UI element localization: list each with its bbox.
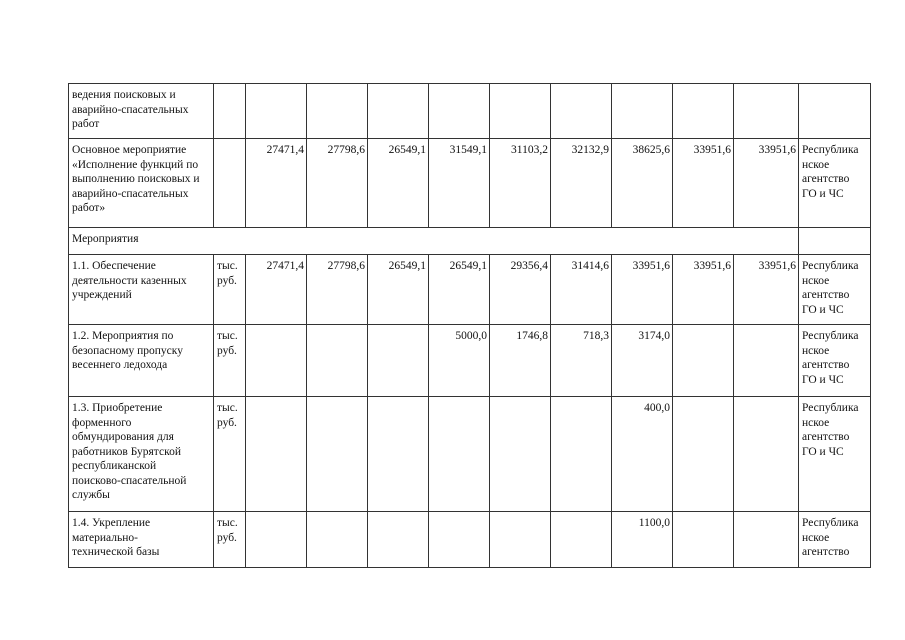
value-cell: 3174,0	[612, 325, 673, 397]
section-executor-cell	[799, 228, 871, 255]
value-cell: 33951,6	[673, 139, 734, 228]
activity-name-cell: 1.3. Приобретение форменного обмундирования для работников Бурятской республиканской поисково-спасательной службы	[69, 397, 214, 512]
unit-cell	[214, 84, 246, 139]
value-cell	[429, 512, 490, 568]
section-row	[69, 228, 871, 255]
executor-cell: Республика нское агентство	[799, 512, 871, 568]
executor-cell: Республика нское агентство ГО и ЧС	[799, 255, 871, 325]
table-row	[69, 325, 871, 397]
value-cell: 33951,6	[734, 139, 799, 228]
table-row	[69, 397, 871, 512]
unit-cell: тыс. руб.	[214, 397, 246, 512]
table-row	[69, 84, 871, 139]
value-cell	[246, 84, 307, 139]
value-cell	[246, 512, 307, 568]
value-cell: 31549,1	[429, 139, 490, 228]
value-cell: 31103,2	[490, 139, 551, 228]
table-row	[69, 255, 871, 325]
value-cell	[551, 397, 612, 512]
value-cell: 31414,6	[551, 255, 612, 325]
value-cell: 1746,8	[490, 325, 551, 397]
value-cell	[246, 325, 307, 397]
activity-name-cell: 1.2. Мероприятия по безопасному пропуску весеннего ледохода	[69, 325, 214, 397]
value-cell: 32132,9	[551, 139, 612, 228]
unit-cell	[214, 139, 246, 228]
value-cell: 38625,6	[612, 139, 673, 228]
executor-cell: Республика нское агентство ГО и ЧС	[799, 397, 871, 512]
value-cell: 27471,4	[246, 139, 307, 228]
value-cell: 33951,6	[612, 255, 673, 325]
table-row	[69, 139, 871, 228]
value-cell: 33951,6	[673, 255, 734, 325]
table-row	[69, 512, 871, 568]
value-cell	[307, 325, 368, 397]
unit-cell: тыс. руб.	[214, 512, 246, 568]
value-cell	[368, 84, 429, 139]
program-table	[68, 83, 871, 568]
activity-name-cell: 1.1. Обеспечение деятельности казенных учреждений	[69, 255, 214, 325]
executor-cell: Республика нское агентство ГО и ЧС	[799, 325, 871, 397]
value-cell: 1100,0	[612, 512, 673, 568]
value-cell	[368, 325, 429, 397]
value-cell: 27471,4	[246, 255, 307, 325]
value-cell	[429, 84, 490, 139]
value-cell: 400,0	[612, 397, 673, 512]
value-cell	[734, 512, 799, 568]
value-cell	[307, 84, 368, 139]
activity-name-cell: ведения поисковых и аварийно-спасательных работ	[69, 84, 214, 139]
value-cell	[734, 325, 799, 397]
value-cell	[551, 84, 612, 139]
value-cell	[673, 512, 734, 568]
activity-name-cell: Основное мероприятие «Исполнение функций по выполнению поисковых и аварийно-спасательных работ»	[69, 139, 214, 228]
value-cell	[246, 397, 307, 512]
value-cell: 26549,1	[368, 139, 429, 228]
section-title: Мероприятия	[69, 228, 799, 255]
value-cell: 27798,6	[307, 255, 368, 325]
executor-cell: Республика нское агентство ГО и ЧС	[799, 139, 871, 228]
value-cell: 27798,6	[307, 139, 368, 228]
value-cell: 5000,0	[429, 325, 490, 397]
value-cell: 33951,6	[734, 255, 799, 325]
value-cell	[307, 512, 368, 568]
value-cell: 29356,4	[490, 255, 551, 325]
value-cell	[368, 397, 429, 512]
value-cell	[429, 397, 490, 512]
value-cell	[673, 84, 734, 139]
value-cell	[490, 84, 551, 139]
unit-cell: тыс. руб.	[214, 325, 246, 397]
value-cell	[734, 397, 799, 512]
value-cell	[307, 397, 368, 512]
value-cell: 26549,1	[429, 255, 490, 325]
value-cell	[673, 397, 734, 512]
value-cell	[673, 325, 734, 397]
activity-name-cell: 1.4. Укрепление материально- технической базы	[69, 512, 214, 568]
value-cell	[490, 512, 551, 568]
value-cell	[734, 84, 799, 139]
value-cell	[551, 512, 612, 568]
value-cell	[368, 512, 429, 568]
unit-cell: тыс. руб.	[214, 255, 246, 325]
value-cell	[612, 84, 673, 139]
value-cell: 26549,1	[368, 255, 429, 325]
value-cell: 718,3	[551, 325, 612, 397]
executor-cell	[799, 84, 871, 139]
value-cell	[490, 397, 551, 512]
